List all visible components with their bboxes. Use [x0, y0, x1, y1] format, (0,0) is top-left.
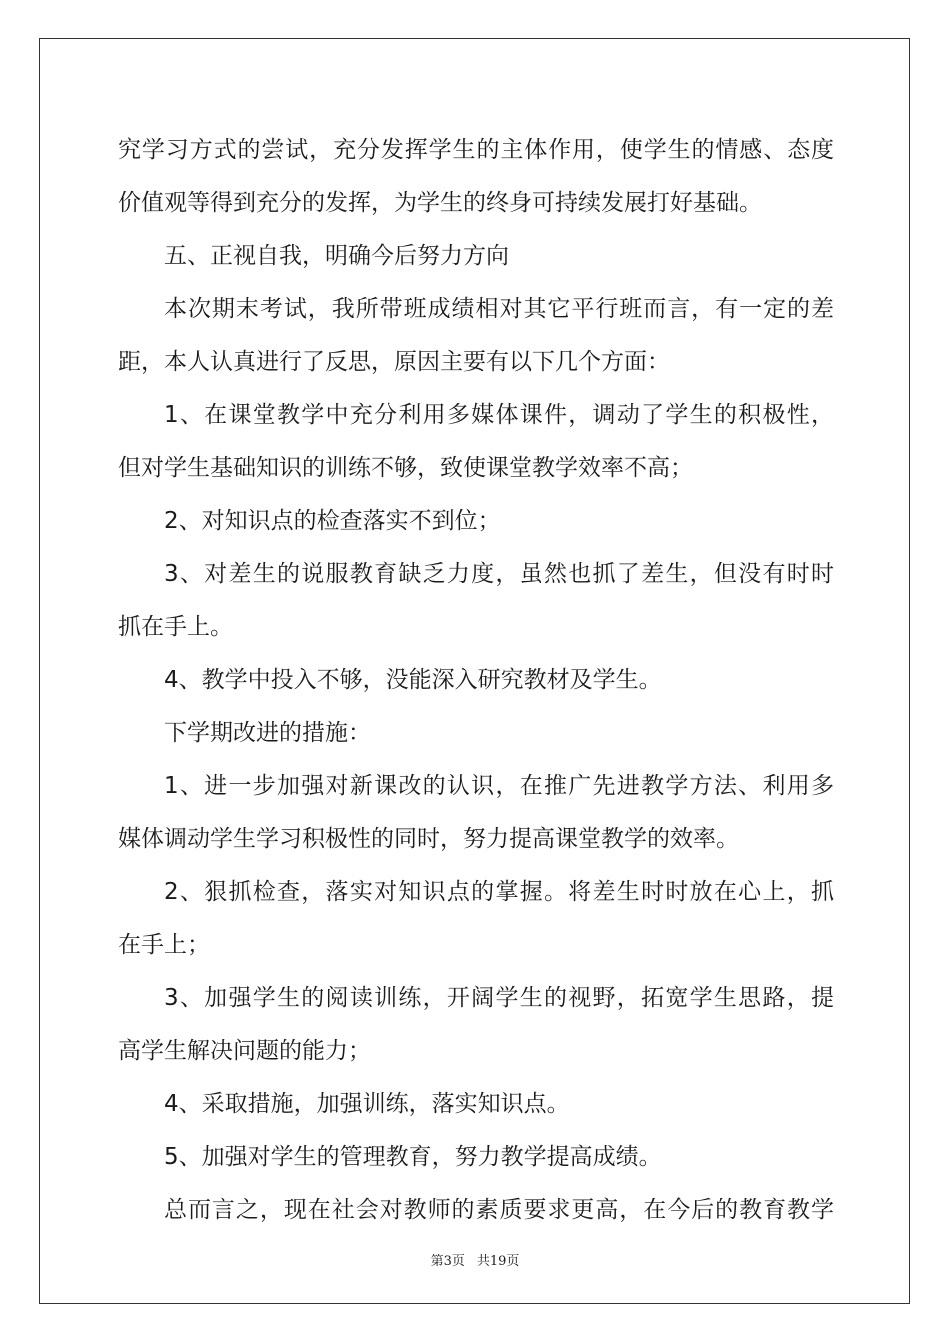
text-line: 在手上； [118, 932, 210, 958]
text-line: 4、采取措施，加强训练，落实知识点。 [164, 1091, 570, 1117]
text-line: 1、进一步加强对新课改的认识，在推广先进教学方法、利用多 [164, 773, 834, 799]
current-page-number: 第3页 [430, 1254, 465, 1269]
text-line: 2、狠抓检查，落实对知识点的掌握。将差生时时放在心上，抓 [164, 879, 834, 905]
text-line: 高学生解决问题的能力； [118, 1038, 371, 1064]
document-body [118, 128, 834, 1241]
text-line: 价值观等得到充分的发挥，为学生的终身可持续发展打好基础。 [118, 190, 762, 216]
text-line: 媒体调动学生学习积极性的同时，努力提高课堂教学的效率。 [118, 826, 739, 852]
text-line: 究学习方式的尝试，充分发挥学生的主体作用，使学生的情感、态度 [118, 137, 834, 163]
total-pages: 共19页 [476, 1254, 520, 1269]
text-line: 但对学生基础知识的训练不够，致使课堂教学效率不高； [118, 455, 693, 481]
text-line: 距，本人认真进行了反思，原因主要有以下几个方面： [118, 349, 670, 375]
text-line: 3、对差生的说服教育缺乏力度，虽然也抓了差生，但没有时时 [164, 561, 834, 587]
text-line: 1、在课堂教学中充分利用多媒体课件，调动了学生的积极性， [164, 402, 834, 428]
text-line: 下学期改进的措施： [164, 720, 371, 746]
text-line: 抓在手上。 [118, 614, 233, 640]
text-line: 4、教学中投入不够，没能深入研究教材及学生。 [164, 667, 662, 693]
text-line: 3、加强学生的阅读训练，开阔学生的视野，拓宽学生思路，提 [164, 985, 834, 1011]
text-line: 五、正视自我，明确今后努力方向 [164, 243, 509, 269]
text-line: 本次期末考试，我所带班成绩相对其它平行班而言，有一定的差 [164, 296, 834, 322]
text-line: 总而言之，现在社会对教师的素质要求更高，在今后的教育教学 [164, 1197, 834, 1223]
text-line: 5、加强对学生的管理教育，努力教学提高成绩。 [164, 1144, 662, 1170]
page-footer [0, 1250, 950, 1269]
text-line: 2、对知识点的检查落实不到位； [164, 508, 501, 534]
